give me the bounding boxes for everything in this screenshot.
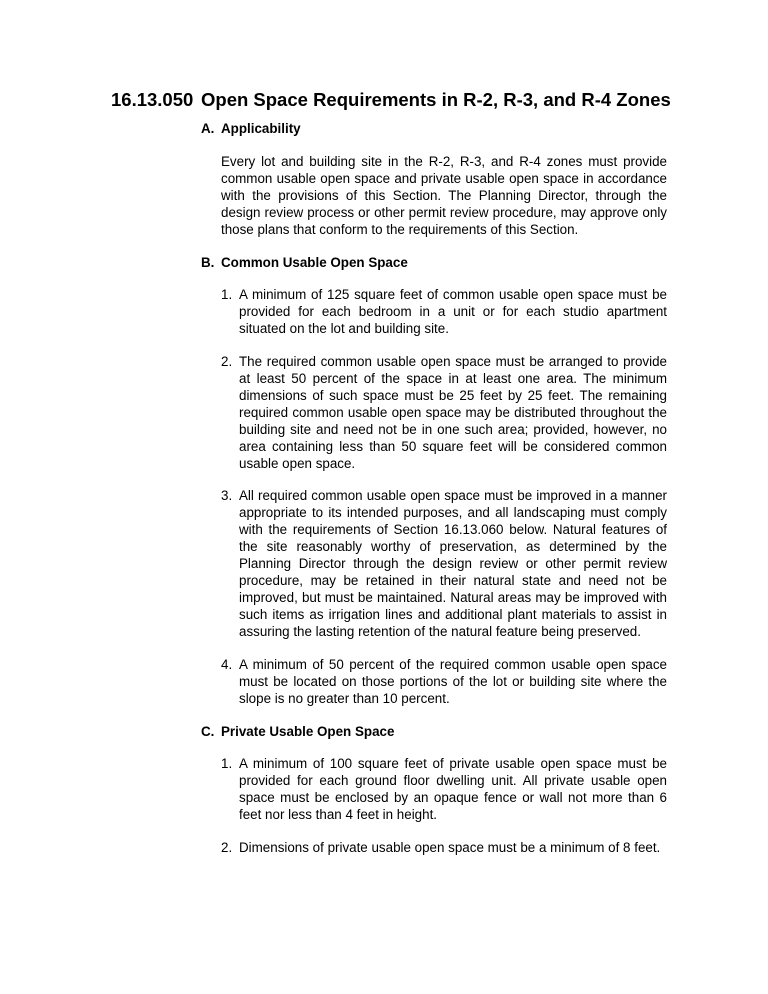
list-item — [221, 487, 667, 640]
list-item — [221, 286, 667, 337]
section-title: Open Space Requirements in R-2, R-3, and R-4 Zones — [201, 89, 671, 110]
list-item-number: 1. — [221, 756, 233, 771]
subsection-heading-b — [201, 254, 667, 271]
subsection-letter: B. — [201, 255, 215, 270]
subsection-letter: C. — [201, 724, 215, 739]
section-number: 16.13.050 — [111, 89, 194, 110]
list-item-text: All required common usable open space must be improved in a manner appropriate to its intended purposes, and all landscaping must comply with the requirements of Section 16.13.060 below. Natural features of the site reasonably worthy of preservation, as determined by the Planning Director through the design review or other permit review procedure, may be retained in their natural state and need not be improved, but must be maintained. Natural areas may be improved with such items as irrigation lines and additional plant materials to assist in assuring the lasting retention of the natural feature being preserved. — [239, 488, 667, 639]
list-item — [221, 353, 667, 472]
section-body — [201, 120, 667, 856]
list-item-number: 2. — [221, 840, 233, 855]
list-item-text: A minimum of 125 square feet of common usable open space must be provided for each bedroom in a unit or for each studio apartment situated on the lot and building site. — [239, 287, 667, 336]
subsection-letter: A. — [201, 121, 215, 136]
section-heading — [111, 88, 671, 112]
list-item-number: 1. — [221, 287, 233, 302]
list-item-number: 2. — [221, 354, 233, 369]
list-item-number: 3. — [221, 488, 233, 503]
subsection-title: Common Usable Open Space — [221, 255, 408, 270]
list-item — [221, 755, 667, 823]
list-item-text: The required common usable open space must be arranged to provide at least 50 percent of the space in at least one area. The minimum dimensions of such space must be 25 feet by 25 feet. The remaining required common usable open space may be distributed throughout the building site and need not be in one such area; provided, however, no area containing less than 50 square feet will be considered common usable open space. — [239, 354, 667, 471]
list-item — [221, 839, 667, 856]
subsection-heading-a — [201, 120, 667, 137]
list-item-text: A minimum of 100 square feet of private usable open space must be provided for each ground floor dwelling unit. All private usable open space must be enclosed by an opaque fence or wall not more than 6 feet nor less than 4 feet in height. — [239, 756, 667, 822]
list-item-number: 4. — [221, 657, 233, 672]
subsection-heading-c — [201, 723, 667, 740]
list-item-text: Dimensions of private usable open space must be a minimum of 8 feet. — [239, 840, 661, 855]
list-item — [221, 656, 667, 707]
list-item-text: A minimum of 50 percent of the required common usable open space must be located on those portions of the lot or building site where the slope is no greater than 10 percent. — [239, 657, 667, 706]
subsection-a-paragraph: Every lot and building site in the R-2, R-3, and R-4 zones must provide common usable open space and private usable open space in accordance with the provisions of this Section. The Planning Director, through the design review process or other permit review procedure, may approve only those plans that conform to the requirements of this Section. — [221, 154, 667, 237]
subsection-title: Applicability — [221, 121, 301, 136]
subsection-title: Private Usable Open Space — [221, 724, 395, 739]
